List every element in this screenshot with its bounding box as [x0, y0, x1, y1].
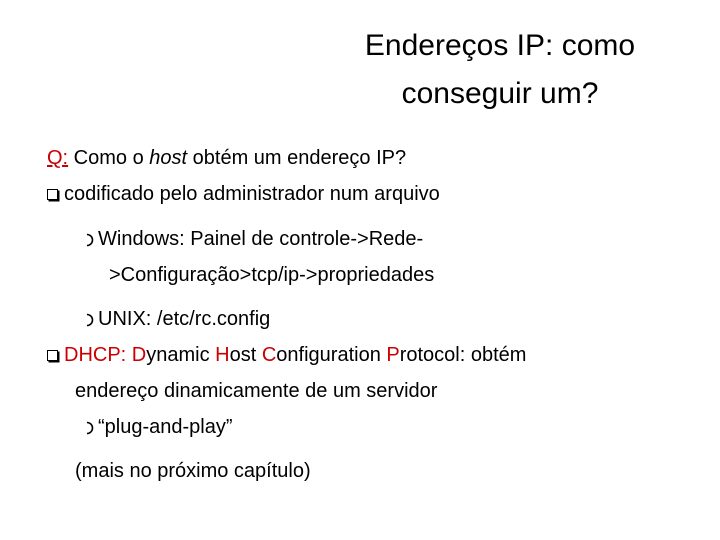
- unix-text: UNIX: /etc/rc.config: [98, 308, 271, 330]
- question-label: Q:: [47, 147, 69, 169]
- sub-item-plug: [82, 415, 233, 439]
- title-line-1: Endereços IP: como: [364, 29, 636, 62]
- dhcp-d: DHCP: D: [64, 344, 147, 366]
- note-text: (mais no próximo capítulo): [75, 460, 311, 482]
- dhcp-dynamic: ynamic: [146, 344, 216, 366]
- dhcp-configuration: onfiguration: [276, 344, 387, 366]
- note-line: [75, 459, 311, 483]
- list-item-dhcp: [47, 343, 526, 367]
- plug-text: “plug-and-play”: [98, 416, 233, 438]
- half-circle-bullet-icon: [82, 313, 96, 327]
- dhcp-protocol: rotocol: obtém: [399, 344, 527, 366]
- half-circle-bullet-icon: [82, 421, 96, 435]
- dhcp-line-2: endereço dinamicamente de um servidor: [75, 380, 438, 402]
- question-line: [47, 146, 406, 170]
- list-item-hardcoded: [47, 182, 440, 206]
- list-item-dhcp-cont: [75, 379, 437, 403]
- sub-item-windows: [82, 227, 423, 251]
- sub-item-windows-cont: [109, 263, 434, 287]
- hardcoded-text: codificado pelo administrador num arquivo: [64, 183, 440, 205]
- dhcp-c: C: [261, 344, 277, 366]
- dhcp-p: P: [386, 344, 400, 366]
- windows-line-2: >Configuração>tcp/ip->propriedades: [109, 264, 435, 286]
- half-circle-bullet-icon: [82, 233, 96, 247]
- question-italic: host: [149, 147, 188, 169]
- sub-item-unix: [82, 307, 270, 331]
- title-line-2: conseguir um?: [401, 77, 599, 110]
- question-text-after: obtém um endereço IP?: [187, 147, 407, 169]
- slide-title: [300, 22, 700, 118]
- square-bullet-icon: [47, 350, 58, 361]
- dhcp-h: H: [215, 344, 230, 366]
- square-bullet-icon: [47, 189, 58, 200]
- windows-line-1: Windows: Painel de controle->Rede-: [98, 228, 424, 250]
- dhcp-host: ost: [229, 344, 262, 366]
- question-text-before: Como o: [68, 147, 150, 169]
